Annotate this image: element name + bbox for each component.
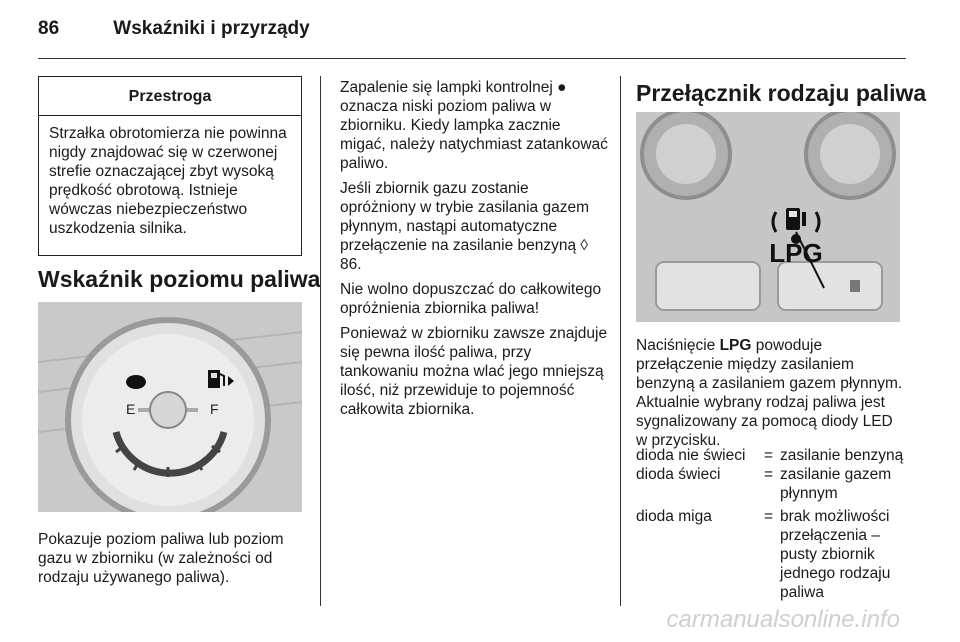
column-divider-right	[620, 76, 621, 606]
fuel-gauge-illustration	[38, 302, 302, 512]
low-fuel-indicator-icon	[126, 375, 146, 389]
led-status-legend	[636, 446, 908, 602]
tank-capacity-paragraph: Ponieważ w zbiorniku zawsze znajduje się pewna ilość paliwa, przy tankowaniu można wlać jego mniejszą ilość, niż przewiduje to pojemność całkowita zbiornika.	[340, 325, 608, 418]
low-fuel-paragraph: Zapalenie się lampki kontrolnej ● oznacza niski poziom paliwa w zbiorniku. Kiedy lampka zacznie migać, należy natychmiast zatankować paliwo.	[340, 79, 608, 172]
legend-value: zasilanie benzyną	[780, 447, 904, 464]
fuel-switch-heading: Przełącznik rodzaju paliwa	[636, 80, 927, 106]
legend-equals: =	[764, 508, 774, 525]
legend-key: dioda świeci	[636, 466, 721, 483]
fuel-switch-figure	[636, 112, 900, 322]
legend-value: zasilanie gazem płynnym	[780, 466, 892, 502]
legend-value: brak możliwości przełączenia – pusty zbiornik jednego rodzaju paliwa	[780, 508, 891, 601]
chapter-title: Wskaźniki i przyrządy	[113, 18, 310, 39]
lpg-switch-illustration	[636, 112, 900, 322]
fuel-gauge-caption: Pokazuje poziom paliwa lub poziom gazu w zbiorniku (w zależności od rodzaju używanego paliwa).	[38, 531, 284, 586]
do-not-empty-paragraph: Nie wolno dopuszczać do całkowitego opróżnienia zbiornika paliwa!	[340, 281, 602, 317]
legend-row	[636, 446, 908, 465]
fuel-gauge-heading: Wskaźnik poziomu paliwa	[38, 266, 321, 292]
fuel-gauge-figure	[38, 302, 302, 512]
warning-title: Przestroga	[39, 77, 301, 116]
description-suffix: powoduje przełączenie między zasilaniem benzyną a zasilaniem gazem płynnym. Aktualnie wybrany rodzaj paliwa jest sygnalizowany za pomocą diody LED w przycisku.	[636, 337, 903, 449]
page-number: 86	[38, 18, 60, 39]
warning-box	[38, 76, 302, 256]
lpg-bold-term: LPG	[719, 337, 752, 354]
watermark: carmanualsonline.info	[666, 606, 900, 633]
page-header	[38, 18, 310, 40]
legend-row	[636, 465, 908, 503]
gauge-empty-label: E	[126, 401, 136, 417]
legend-equals: =	[764, 447, 774, 464]
legend-row	[636, 503, 908, 602]
lpg-symbol-label: LPG	[769, 238, 823, 268]
legend-key: dioda miga	[636, 508, 712, 525]
fuel-switch-description	[636, 336, 908, 450]
lpg-empty-paragraph: Jeśli zbiornik gazu zostanie opróżniony w trybie zasilania gazem płynnym, nastąpi automatyczne przełączenie na zasilanie benzyną ◊ 86.	[340, 180, 589, 273]
legend-key: dioda nie świeci	[636, 447, 746, 464]
header-rule	[38, 58, 906, 59]
column-divider-left	[320, 76, 321, 606]
gauge-full-label: F	[210, 401, 219, 417]
legend-equals: =	[764, 466, 774, 483]
description-prefix: Naciśnięcie	[636, 337, 720, 354]
middle-column	[340, 78, 608, 425]
warning-text: Strzałka obrotomierza nie powinna nigdy znajdować się w czerwonej strefie oznaczającej zbyt wysoką prędkość obrotową. Istnieje wówczas niebezpieczeństwo uszkodzenia silnika.	[49, 125, 287, 237]
